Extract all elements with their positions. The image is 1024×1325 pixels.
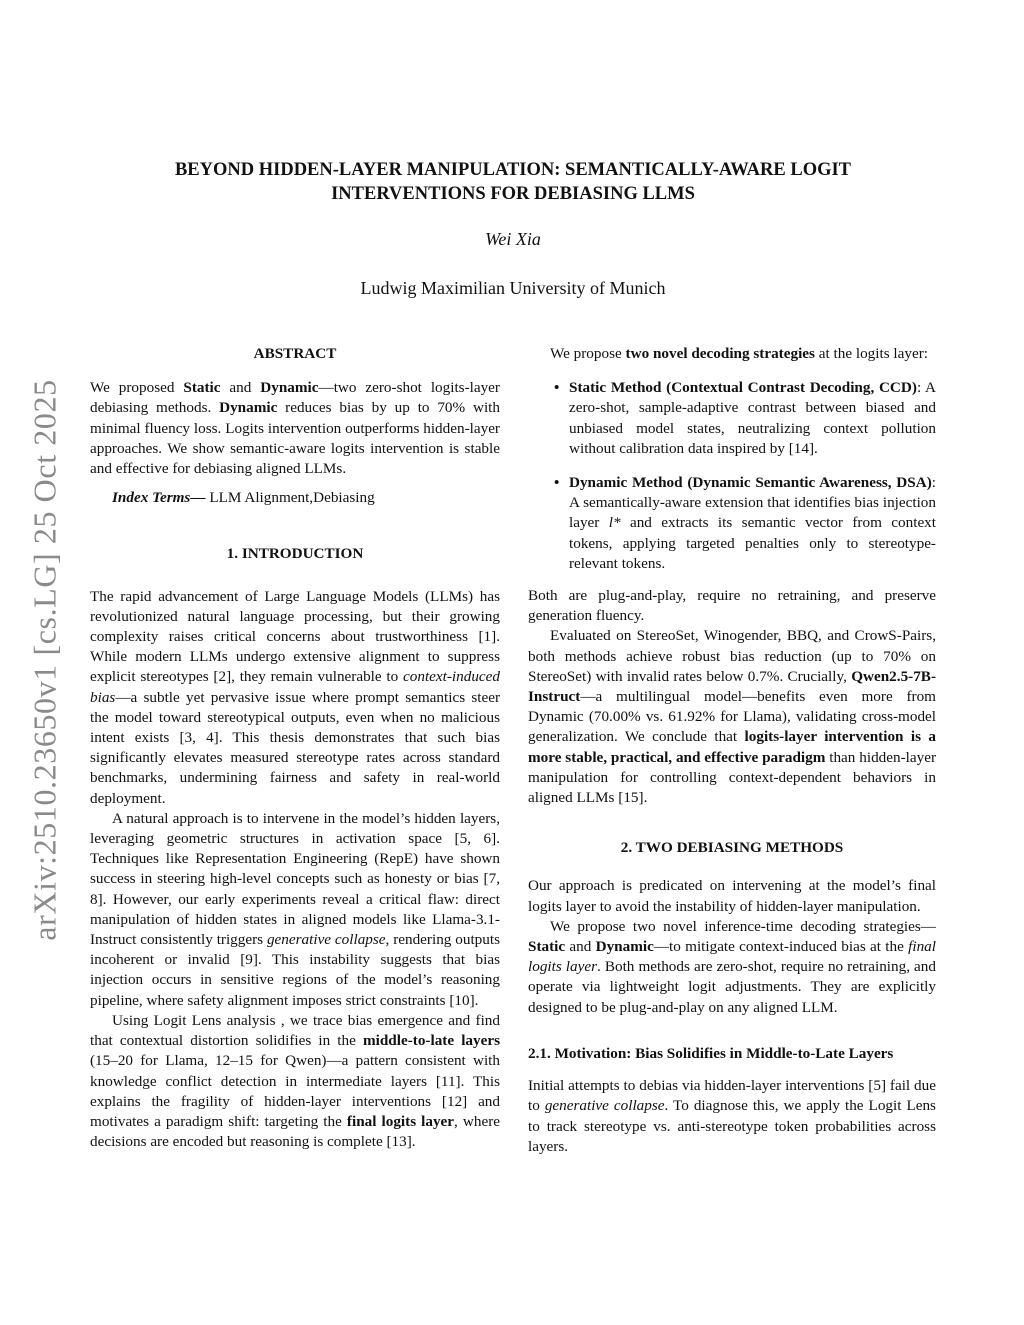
author-affiliation: Ludwig Maximilian University of Munich bbox=[360, 278, 666, 298]
index-terms: Index Terms— LLM Alignment,Debiasing bbox=[112, 489, 375, 507]
title-line-1: BEYOND HIDDEN-LAYER MANIPULATION: SEMANTICALLY-AWARE LOGIT bbox=[174, 160, 852, 180]
subsection-2-1-paragraph: Initial attempts to debias via hidden-layer interventions [5] fail due to generative collapse. To diagnose this, we apply the Logit Lens to track stereotype vs. anti-stereotype token probabilities across layers. bbox=[528, 1077, 936, 1155]
abstract-text: We proposed Static and Dynamic—two zero-shot logits-layer debiasing methods. Dynamic reduces bias by up to 70% with minimal fluency loss. Logits intervention outperforms hidden-layer approaches. We show semantic-aware logits intervention is stable and effective for debiasing aligned LLMs. bbox=[90, 379, 500, 478]
right-column bbox=[528, 344, 936, 1157]
abstract-heading: ABSTRACT bbox=[253, 345, 337, 362]
paper-title bbox=[100, 158, 926, 206]
intro-paragraph-1: The rapid advancement of Large Language Models (LLMs) has revolutionized natural language processing, but their growing complexity raises critical concerns about trustworthiness [1]. While modern LLMs undergo extensive alignment to suppress explicit stereotypes [2], they remain vulnerable to context-induced bias—a subtle yet pervasive issue where prompt semantics steer the model toward stereotypical outputs, even when no malicious intent exists [3, 4]. This thesis demonstrates that such bias significantly elevates measured stereotype rates across standard benchmarks, undermining fairness and safety in real-world deployment. bbox=[90, 587, 500, 807]
arxiv-identifier: arXiv:2510.23650v1 [cs.LG] 25 Oct 2025 bbox=[26, 379, 63, 941]
evaluation-paragraph: Evaluated on StereoSet, Winogender, BBQ, and CrowS-Pairs, both methods achieve robust bias reduction (up to 70% on StereoSet) with invalid rates below 0.7%. Crucially, Qwen2.5-7B-Instruct—a multilingual model—benefits even more from Dynamic (70.00% vs. 61.92% for Llama), validating cross-model generalization. We conclude that logits-layer intervention is a more stable, practical, and effective paradigm than hidden-layer manipulation for controlling context-dependent behaviors in aligned LLMs [15]. bbox=[528, 627, 936, 807]
methods-list bbox=[528, 378, 936, 574]
proposal-paragraph: We propose two novel decoding strategies at the logits layer: bbox=[550, 345, 928, 362]
introduction-heading: 1. INTRODUCTION bbox=[226, 545, 364, 563]
subsection-2-1-heading: 2.1. Motivation: Bias Solidifies in Middle-to-Late Layers bbox=[528, 1044, 894, 1062]
left-column bbox=[90, 344, 500, 1152]
list-item: • Dynamic Method (Dynamic Semantic Awareness, DSA): A semantically-aware extension that identifies bias injection layer l* and extracts its semantic vector from context tokens, applying targeted penalties only to stereotype-relevant tokens. bbox=[554, 474, 936, 572]
list-item: • Static Method (Contextual Contrast Decoding, CCD): A zero-shot, sample-adaptive contrast between biased and unbiased model states, neutralizing context pollution without calibration data inspired by [14]. bbox=[554, 379, 936, 457]
section-2-paragraph-1: Our approach is predicated on intervening at the model’s final logits layer to avoid the instability of hidden-layer manipulation. bbox=[528, 877, 936, 915]
section-2-paragraph-2: We propose two novel inference-time decoding strategies—Static and Dynamic—to mitigate context-induced bias at the final logits layer. Both methods are zero-shot, require no retraining, and operate via lightweight logit adjustments. They are explicitly designed to be plug-and-play on any aligned LLM. bbox=[528, 917, 936, 1016]
title-line-2: INTERVENTIONS FOR DEBIASING LLMS bbox=[331, 184, 695, 204]
arxiv-sidebar bbox=[0, 0, 90, 1325]
author-name: Wei Xia bbox=[485, 229, 541, 249]
intro-paragraph-2: A natural approach is to intervene in the model’s hidden layers, leveraging geometric structures in activation space [5, 6]. Techniques like Representation Engineering (RepE) have shown success in steering high-level concepts such as honesty or bias [7, 8]. However, our early experiments reveal a critical flaw: direct manipulation of hidden states in aligned models like Llama-3.1-Instruct consistently triggers generative collapse, rendering outputs incoherent or invalid [9]. This instability suggests that bias injection occurs in sensitive regions of the model’s reasoning pipeline, where safety alignment imposes strict constraints [10]. bbox=[90, 809, 500, 1009]
section-2-heading: 2. TWO DEBIASING METHODS bbox=[620, 839, 844, 857]
intro-paragraph-3: Using Logit Lens analysis , we trace bias emergence and find that contextual distortion solidifies in the middle-to-late layers (15–20 for Llama, 12–15 for Qwen)—a pattern consistent with knowledge conflict detection in intermediate layers [11]. This explains the fragility of hidden-layer interventions [12] and motivates a paradigm shift: targeting the final logits layer, where decisions are encoded but reasoning is complete [13]. bbox=[90, 1011, 500, 1151]
plug-and-play-paragraph: Both are plug-and-play, require no retraining, and preserve generation fluency. bbox=[528, 587, 936, 625]
